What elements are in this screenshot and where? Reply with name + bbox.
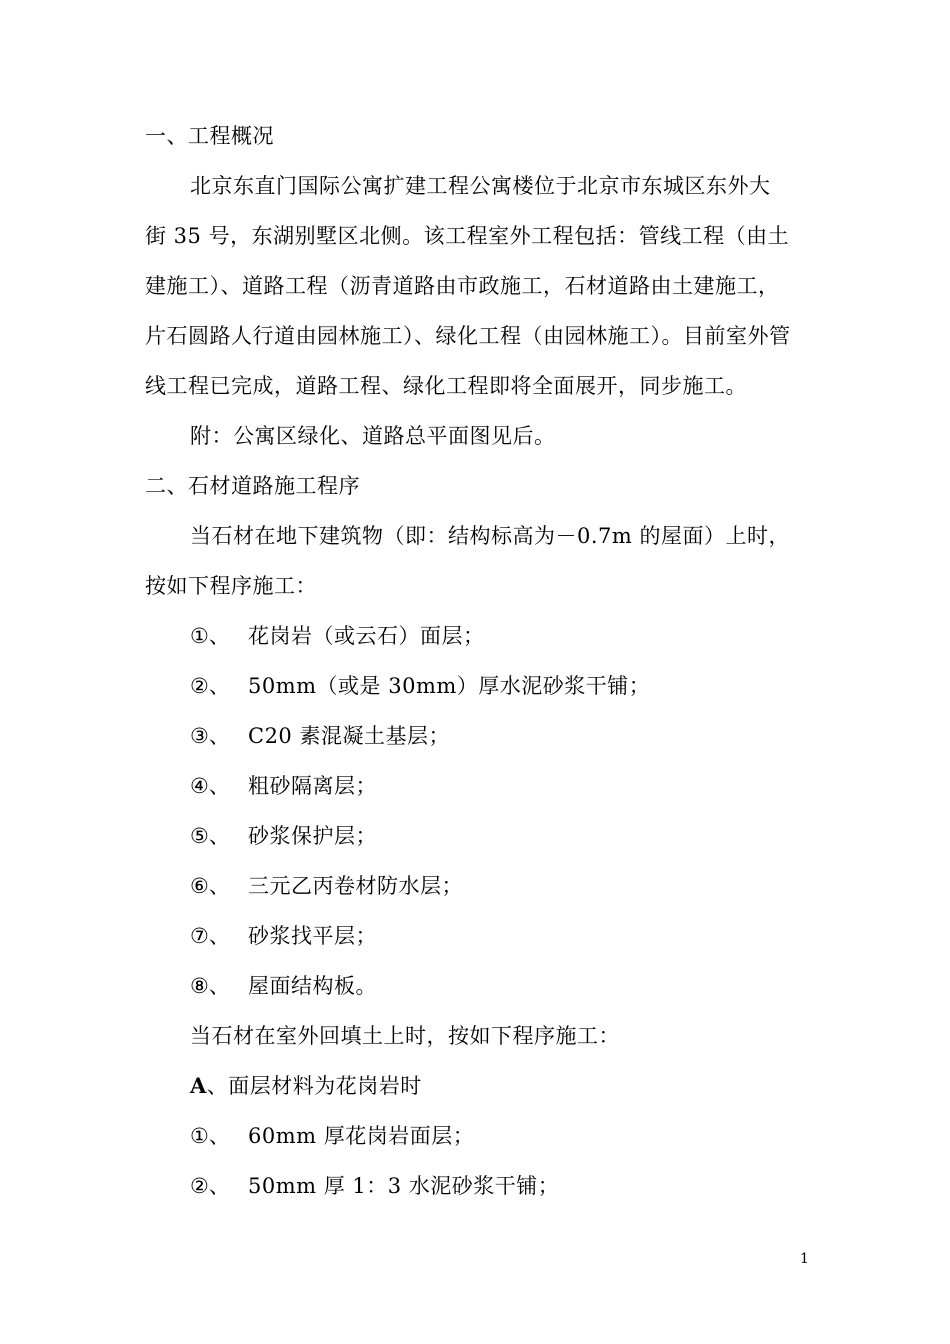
list-number: ⑥、 bbox=[190, 874, 230, 898]
section-2-heading: 二、石材道路施工程序 bbox=[145, 474, 360, 498]
subsection-a-heading bbox=[190, 1072, 860, 1100]
paragraph-line: 街 35 号，东湖别墅区北侧。该工程室外工程包括：管线工程（由土 bbox=[145, 224, 790, 248]
list-number: ⑤、 bbox=[190, 824, 230, 848]
subsection-a-prefix: A bbox=[190, 1073, 207, 1098]
list-item: 砂浆找平层； bbox=[248, 924, 377, 948]
attachment-note: 附：公寓区绿化、道路总平面图见后。 bbox=[190, 424, 556, 448]
section-1-heading: 一、工程概况 bbox=[145, 124, 274, 148]
list-item: 屋面结构板。 bbox=[248, 974, 377, 998]
list-number: ②、 bbox=[190, 1174, 230, 1198]
list-number: ⑦、 bbox=[190, 924, 230, 948]
list-item: 砂浆保护层； bbox=[248, 824, 377, 848]
list-number: ①、 bbox=[190, 1124, 230, 1148]
paragraph-line: 线工程已完成，道路工程、绿化工程即将全面展开，同步施工。 bbox=[145, 374, 747, 398]
list-number: ④、 bbox=[190, 774, 230, 798]
list-item: C20 素混凝土基层； bbox=[248, 724, 450, 748]
paragraph-line: 建施工）、道路工程（沥青道路由市政施工，石材道路由土建施工， bbox=[145, 274, 780, 298]
page-number: 1 bbox=[800, 1251, 809, 1267]
list-item: 粗砂隔离层； bbox=[248, 774, 377, 798]
list-number: ①、 bbox=[190, 624, 230, 648]
list-item: 60mm 厚花岗岩面层； bbox=[248, 1124, 475, 1148]
list-item: 50mm 厚 1：3 水泥砂浆干铺； bbox=[248, 1174, 560, 1198]
list-item: 50mm（或是 30mm）厚水泥砂浆干铺； bbox=[248, 674, 651, 698]
paragraph-line: 北京东直门国际公寓扩建工程公寓楼位于北京市东城区东外大 bbox=[190, 174, 771, 198]
list-number: ③、 bbox=[190, 724, 230, 748]
subsection-a-title: 、面层材料为花岗岩时 bbox=[206, 1074, 422, 1098]
list-item: 花岗岩（或云石）面层； bbox=[248, 624, 485, 648]
paragraph-line: 片石圆路人行道由园林施工）、绿化工程（由园林施工）。目前室外管 bbox=[145, 324, 791, 348]
list-number: ⑧、 bbox=[190, 974, 230, 998]
paragraph-line: 当石材在地下建筑物（即：结构标高为－0.7m 的屋面）上时， bbox=[190, 524, 790, 548]
paragraph-line: 按如下程序施工： bbox=[145, 574, 317, 598]
outdoor-intro: 当石材在室外回填土上时，按如下程序施工： bbox=[190, 1024, 620, 1048]
list-item: 三元乙丙卷材防水层； bbox=[248, 874, 463, 898]
list-number: ②、 bbox=[190, 674, 230, 698]
